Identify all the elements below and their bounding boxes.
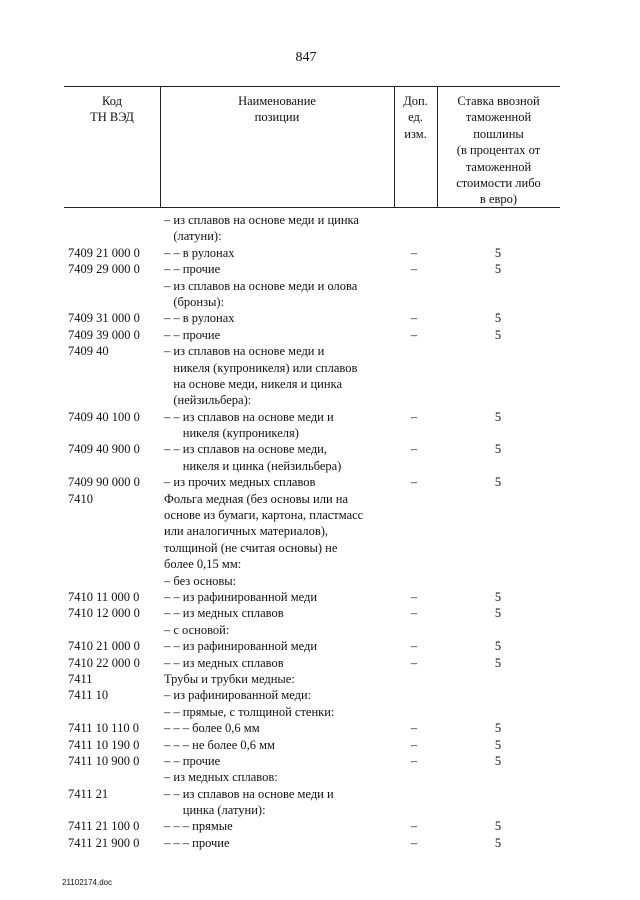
table-row	[0, 310, 640, 326]
table-row	[0, 360, 640, 376]
row-name: – без основы:	[164, 573, 237, 588]
row-name: – с основой:	[164, 622, 230, 637]
row-name: – – из рафинированной меди	[164, 589, 318, 604]
table-row	[0, 671, 640, 687]
table-row	[0, 720, 640, 736]
row-name: основе из бумаги, картона, пластмасс	[164, 508, 364, 523]
row-unit: –	[410, 721, 418, 736]
row-name: Фольга медная (без основы или на	[164, 491, 349, 506]
row-code: 7410 12 000 0	[68, 606, 140, 621]
row-name: (нейзильбера):	[164, 393, 252, 408]
row-name: – – – прямые	[164, 819, 233, 834]
table-row	[0, 261, 640, 277]
row-unit: –	[410, 409, 418, 424]
row-unit: –	[410, 639, 418, 654]
header-rate: Ставка ввозной таможенной пошлины (в процентах от таможенной стоимости либо в евро)	[456, 94, 541, 207]
table-row	[0, 687, 640, 703]
row-code: 7409 21 000 0	[68, 245, 140, 260]
row-code: 7409 40 100 0	[68, 409, 140, 424]
table-header	[64, 86, 560, 208]
row-code: 7411 21 100 0	[68, 819, 140, 834]
row-rate: 5	[494, 442, 502, 457]
row-code: 7410 21 000 0	[68, 639, 140, 654]
row-name: толщиной (не считая основы) не	[164, 540, 338, 555]
row-rate: 5	[494, 639, 502, 654]
row-rate: 5	[494, 311, 502, 326]
row-rate: 5	[494, 753, 502, 768]
row-name: никеля и цинка (нейзильбера)	[164, 458, 342, 473]
row-name: – – из медных сплавов	[164, 606, 284, 621]
row-name: более 0,15 мм:	[164, 557, 242, 572]
row-name: (бронзы):	[164, 294, 225, 309]
row-code: 7411 10 900 0	[68, 753, 140, 768]
table-row	[0, 556, 640, 572]
row-rate: 5	[494, 737, 502, 752]
table-row	[0, 474, 640, 490]
row-code: 7410	[68, 491, 93, 506]
row-name: Трубы и трубки медные:	[164, 671, 295, 686]
table-row	[0, 540, 640, 556]
row-code: 7409 40 900 0	[68, 442, 140, 457]
row-unit: –	[410, 589, 418, 604]
table-row	[0, 589, 640, 605]
row-name: – из сплавов на основе меди и цинка	[164, 213, 359, 227]
row-code: 7411	[68, 671, 93, 686]
row-rate: 5	[494, 589, 502, 604]
table-row	[0, 786, 640, 802]
table-row	[0, 769, 640, 785]
table-row	[0, 278, 640, 294]
row-name: – – из сплавов на основе меди и	[164, 786, 334, 801]
table-row	[0, 343, 640, 359]
table-row	[0, 327, 640, 343]
table-row	[0, 392, 640, 408]
row-name: – – прочие	[164, 753, 221, 768]
row-name: – – – более 0,6 мм	[164, 721, 260, 736]
row-name: – – прочие	[164, 327, 221, 342]
table-body	[0, 212, 640, 851]
row-unit: –	[410, 753, 418, 768]
table-row	[0, 638, 640, 654]
table-row	[0, 605, 640, 621]
row-name: – из прочих медных сплавов	[164, 475, 316, 490]
row-rate: 5	[494, 475, 502, 490]
footer-filename: 21102174.doc	[62, 878, 113, 887]
row-rate: 5	[494, 245, 502, 260]
row-unit: –	[410, 819, 418, 834]
row-name: – – прочие	[164, 262, 221, 277]
table-row	[0, 425, 640, 441]
row-name: никеля (купроникеля)	[164, 426, 299, 441]
row-code: 7409 40	[68, 344, 109, 359]
table-row	[0, 704, 640, 720]
row-name: или аналогичных материалов),	[164, 524, 329, 539]
row-name: – – из рафинированной меди	[164, 639, 318, 654]
table-row	[0, 753, 640, 769]
row-rate: 5	[494, 655, 502, 670]
row-rate: 5	[494, 262, 502, 277]
row-unit: –	[410, 262, 418, 277]
table-row	[0, 409, 640, 425]
row-code: 7411 21	[68, 786, 109, 801]
table-row	[0, 573, 640, 589]
table-row	[0, 245, 640, 261]
row-code: 7409 90 000 0	[68, 475, 140, 490]
table-row	[0, 507, 640, 523]
row-unit: –	[410, 475, 418, 490]
row-code: 7409 39 000 0	[68, 327, 140, 342]
row-code: 7410 11 000 0	[68, 589, 140, 604]
row-name: на основе меди, никеля и цинка	[164, 376, 342, 391]
row-name: – – из медных сплавов	[164, 655, 284, 670]
row-unit: –	[410, 442, 418, 457]
table-row	[0, 737, 640, 753]
row-code: 7409 31 000 0	[68, 311, 140, 326]
table-row	[0, 458, 640, 474]
table-row	[0, 802, 640, 818]
header-name: Наименование позиции	[238, 94, 316, 125]
row-name: никеля (купроникеля) или сплавов	[164, 360, 358, 375]
table-row	[0, 228, 640, 244]
table-row	[0, 491, 640, 507]
row-code: 7411 10 110 0	[68, 721, 139, 736]
row-code: 7411 10 190 0	[68, 737, 140, 752]
table-row	[0, 294, 640, 310]
row-unit: –	[410, 606, 418, 621]
row-name: – – из сплавов на основе меди,	[164, 442, 328, 457]
row-code: 7411 10	[68, 688, 109, 703]
table-row	[0, 212, 640, 228]
header-unit: Доп. ед. изм.	[403, 94, 428, 141]
row-name: – из сплавов на основе меди и	[164, 344, 325, 359]
table-row	[0, 622, 640, 638]
row-name: – – в рулонах	[164, 311, 235, 326]
row-unit: –	[410, 311, 418, 326]
table-row	[0, 655, 640, 671]
row-unit: –	[410, 245, 418, 260]
page-number: 847	[295, 50, 317, 65]
row-rate: 5	[494, 835, 502, 850]
table-row	[0, 818, 640, 834]
row-rate: 5	[494, 606, 502, 621]
table-row	[0, 441, 640, 457]
row-rate: 5	[494, 721, 502, 736]
row-name: (латуни):	[164, 229, 222, 244]
row-code: 7409 29 000 0	[68, 262, 140, 277]
table-row	[0, 523, 640, 539]
row-name: – – из сплавов на основе меди и	[164, 409, 334, 424]
header-code: Код ТН ВЭД	[90, 94, 134, 125]
row-name: – из рафинированной меди:	[164, 688, 312, 703]
row-unit: –	[410, 655, 418, 670]
row-name: цинка (латуни):	[164, 803, 266, 818]
row-name: – из сплавов на основе меди и олова	[164, 278, 358, 293]
row-unit: –	[410, 835, 418, 850]
row-name: – – – не более 0,6 мм	[164, 737, 275, 752]
row-name: – – – прочие	[164, 835, 230, 850]
row-code: 7410 22 000 0	[68, 655, 140, 670]
row-rate: 5	[494, 409, 502, 424]
row-rate: 5	[494, 327, 502, 342]
row-name: – – в рулонах	[164, 245, 235, 260]
table-row	[0, 835, 640, 851]
row-rate: 5	[494, 819, 502, 834]
table-row	[0, 376, 640, 392]
row-unit: –	[410, 327, 418, 342]
row-unit: –	[410, 737, 418, 752]
row-code: 7411 21 900 0	[68, 835, 140, 850]
row-name: – – прямые, с толщиной стенки:	[164, 704, 335, 719]
row-name: – из медных сплавов:	[164, 770, 278, 785]
